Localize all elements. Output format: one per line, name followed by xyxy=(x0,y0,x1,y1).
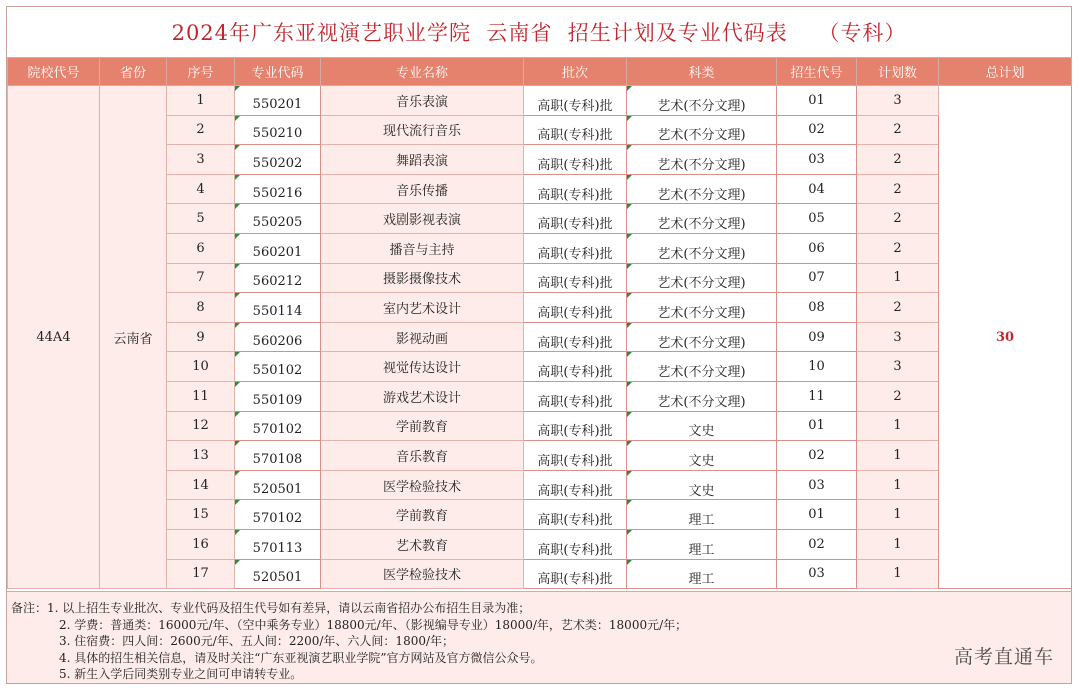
seq-cell xyxy=(167,411,235,441)
major-code-cell xyxy=(235,145,321,175)
major-name-cell-text: 视觉传达设计 xyxy=(382,361,461,377)
major-name-cell xyxy=(321,470,524,500)
major-code-cell-text: 550202 xyxy=(252,155,303,171)
batch-cell-text: 高职(专科)批 xyxy=(537,365,613,381)
major-code-cell xyxy=(235,500,321,530)
major-code-cell xyxy=(235,381,321,411)
batch-cell-text: 高职(专科)批 xyxy=(537,217,613,233)
plan-count-cell xyxy=(857,411,939,441)
category-cell-text: 艺术(不分文理) xyxy=(657,157,746,173)
seq-cell xyxy=(167,559,235,589)
table-row xyxy=(8,263,1072,293)
batch-cell-text: 高职(专科)批 xyxy=(537,453,613,469)
seq-cell xyxy=(167,441,235,471)
category-cell xyxy=(627,411,777,441)
category-cell-text: 文史 xyxy=(688,424,715,440)
watermark-text: 高考直通车 xyxy=(953,646,1054,668)
seq-cell xyxy=(167,500,235,530)
batch-cell-text: 高职(专科)批 xyxy=(537,246,613,262)
major-name-cell-text: 医学检验技术 xyxy=(382,568,461,584)
batch-cell-text: 高职(专科)批 xyxy=(537,424,613,440)
category-cell xyxy=(627,529,777,559)
seq-cell-text: 1 xyxy=(196,92,205,108)
table-row xyxy=(8,86,1072,116)
table-row xyxy=(8,411,1072,441)
category-cell-text: 艺术(不分文理) xyxy=(657,394,746,410)
header-province: 省份 xyxy=(100,58,167,86)
school-code-cell-text: 44A4 xyxy=(36,329,71,345)
enroll-code-cell-text: 04 xyxy=(808,181,825,197)
province-cell xyxy=(100,86,167,589)
batch-cell xyxy=(524,529,627,559)
major-name-cell xyxy=(321,352,524,382)
header-major-name: 专业名称 xyxy=(321,58,524,86)
plan-count-cell xyxy=(857,174,939,204)
header-category: 科类 xyxy=(627,58,777,86)
page-title: 2024年广东亚视演艺职业学院 云南省 招生计划及专业代码表 （专科） xyxy=(7,7,1071,58)
category-cell xyxy=(627,174,777,204)
plan-count-cell xyxy=(857,529,939,559)
enroll-code-cell xyxy=(777,529,857,559)
enroll-code-cell xyxy=(777,174,857,204)
table-row xyxy=(8,233,1072,263)
batch-cell xyxy=(524,322,627,352)
total-plan-cell xyxy=(939,86,1072,589)
batch-cell xyxy=(524,470,627,500)
table-row xyxy=(8,204,1072,234)
batch-cell xyxy=(524,559,627,589)
category-cell-text: 理工 xyxy=(688,513,715,529)
major-name-cell-text: 游戏艺术设计 xyxy=(382,390,461,406)
plan-count-cell-text: 2 xyxy=(893,240,902,256)
table-row xyxy=(8,174,1072,204)
major-code-cell-text: 570102 xyxy=(252,422,303,438)
table-row xyxy=(8,381,1072,411)
major-name-cell-text: 摄影摄像技术 xyxy=(382,272,461,288)
school-code-cell xyxy=(8,86,100,589)
major-name-cell xyxy=(321,500,524,530)
enroll-code-cell xyxy=(777,263,857,293)
header-batch: 批次 xyxy=(524,58,627,86)
enroll-code-cell xyxy=(777,559,857,589)
enroll-code-cell xyxy=(777,233,857,263)
batch-cell-text: 高职(专科)批 xyxy=(537,542,613,558)
category-cell-text: 艺术(不分文理) xyxy=(657,305,746,321)
batch-cell xyxy=(524,441,627,471)
plan-count-cell-text: 2 xyxy=(893,181,902,197)
plan-count-cell xyxy=(857,441,939,471)
category-cell-text: 文史 xyxy=(688,483,715,499)
seq-cell xyxy=(167,233,235,263)
header-total-plan: 总计划 xyxy=(939,58,1072,86)
plan-count-cell-text: 3 xyxy=(893,359,902,375)
seq-cell xyxy=(167,322,235,352)
plan-count-cell-text: 1 xyxy=(893,418,902,434)
enroll-code-cell-text: 03 xyxy=(808,477,825,493)
major-code-cell xyxy=(235,115,321,145)
plan-count-cell-text: 2 xyxy=(893,122,902,138)
enroll-code-cell-text: 02 xyxy=(808,447,825,463)
province-cell-text: 云南省 xyxy=(113,331,153,347)
seq-cell xyxy=(167,263,235,293)
batch-cell-text: 高职(专科)批 xyxy=(537,128,613,144)
category-cell xyxy=(627,470,777,500)
major-name-cell xyxy=(321,233,524,263)
seq-cell-text: 14 xyxy=(192,477,209,493)
table-row xyxy=(8,441,1072,471)
enroll-code-cell-text: 01 xyxy=(808,418,825,434)
seq-cell-text: 17 xyxy=(192,566,209,582)
table-row xyxy=(8,352,1072,382)
plan-count-cell xyxy=(857,322,939,352)
seq-cell xyxy=(167,86,235,116)
header-school-code: 院校代号 xyxy=(8,58,100,86)
seq-cell xyxy=(167,145,235,175)
category-cell-text: 文史 xyxy=(688,453,715,469)
seq-cell-text: 9 xyxy=(196,329,205,345)
major-name-cell xyxy=(321,441,524,471)
plan-count-cell-text: 1 xyxy=(893,447,902,463)
major-code-cell xyxy=(235,174,321,204)
major-name-cell xyxy=(321,174,524,204)
enroll-code-cell-text: 01 xyxy=(808,92,825,108)
major-code-cell-text: 570113 xyxy=(252,540,303,556)
enroll-code-cell-text: 09 xyxy=(808,329,825,345)
major-code-cell-text: 550216 xyxy=(252,185,303,201)
major-code-cell xyxy=(235,559,321,589)
major-name-cell xyxy=(321,529,524,559)
major-code-cell xyxy=(235,233,321,263)
major-name-cell-text: 现代流行音乐 xyxy=(382,124,461,140)
major-code-cell xyxy=(235,529,321,559)
seq-cell xyxy=(167,381,235,411)
enroll-code-cell xyxy=(777,352,857,382)
batch-cell xyxy=(524,411,627,441)
category-cell-text: 艺术(不分文理) xyxy=(657,335,746,351)
batch-cell xyxy=(524,204,627,234)
category-cell-text: 艺术(不分文理) xyxy=(657,187,746,203)
major-code-cell-text: 550114 xyxy=(252,303,303,319)
plan-count-cell-text: 1 xyxy=(893,507,902,523)
plan-count-cell-text: 1 xyxy=(893,566,902,582)
batch-cell xyxy=(524,381,627,411)
major-name-cell xyxy=(321,115,524,145)
table-row xyxy=(8,470,1072,500)
note-line: 2. 学费：普通类：16000元/年、（空中乘务专业）18800元/年、（影视编导专业）18000/年，艺术类：18000元/年； xyxy=(59,617,688,632)
major-code-cell-text: 560206 xyxy=(252,333,303,349)
batch-cell-text: 高职(专科)批 xyxy=(537,394,613,410)
major-code-cell-text: 560201 xyxy=(252,244,303,260)
major-name-cell xyxy=(321,411,524,441)
category-cell xyxy=(627,145,777,175)
table-row xyxy=(8,559,1072,589)
notes-section xyxy=(7,591,1071,683)
major-name-cell-text: 室内艺术设计 xyxy=(382,301,461,317)
plan-count-cell-text: 2 xyxy=(893,388,902,404)
plan-count-cell-text: 2 xyxy=(893,151,902,167)
major-name-cell xyxy=(321,322,524,352)
major-name-cell-text: 学前教育 xyxy=(395,420,448,436)
enroll-code-cell xyxy=(777,470,857,500)
total-plan-cell-text: 30 xyxy=(995,329,1015,345)
category-cell xyxy=(627,293,777,323)
major-code-cell xyxy=(235,293,321,323)
header-seq: 序号 xyxy=(167,58,235,86)
seq-cell-text: 8 xyxy=(196,299,205,315)
major-name-cell xyxy=(321,145,524,175)
seq-cell-text: 2 xyxy=(196,122,205,138)
batch-cell-text: 高职(专科)批 xyxy=(537,187,613,203)
category-cell xyxy=(627,352,777,382)
category-cell xyxy=(627,381,777,411)
batch-cell xyxy=(524,115,627,145)
major-name-cell-text: 戏剧影视表演 xyxy=(382,213,461,229)
plan-sheet xyxy=(6,6,1072,684)
category-cell xyxy=(627,204,777,234)
enroll-code-cell-text: 11 xyxy=(808,388,825,404)
enroll-code-cell-text: 01 xyxy=(808,507,825,523)
plan-count-cell-text: 2 xyxy=(893,299,902,315)
major-code-cell xyxy=(235,263,321,293)
seq-cell xyxy=(167,204,235,234)
plan-count-cell xyxy=(857,500,939,530)
enroll-code-cell-text: 02 xyxy=(808,122,825,138)
table-row xyxy=(8,529,1072,559)
major-name-cell-text: 舞蹈表演 xyxy=(395,153,448,169)
seq-cell-text: 4 xyxy=(196,181,205,197)
major-code-cell xyxy=(235,470,321,500)
batch-cell-text: 高职(专科)批 xyxy=(537,572,613,588)
major-name-cell xyxy=(321,381,524,411)
plan-count-cell xyxy=(857,233,939,263)
major-code-cell-text: 550102 xyxy=(252,363,303,379)
category-cell xyxy=(627,441,777,471)
enroll-code-cell-text: 03 xyxy=(808,151,825,167)
header-enroll-code: 招生代号 xyxy=(777,58,857,86)
enroll-code-cell xyxy=(777,86,857,116)
enrollment-plan-table xyxy=(7,57,1072,589)
seq-cell xyxy=(167,470,235,500)
major-name-cell xyxy=(321,204,524,234)
major-name-cell-text: 艺术教育 xyxy=(395,538,448,554)
major-name-cell-text: 影视动画 xyxy=(395,331,448,347)
note-line: 3. 住宿费：四人间：2600元/年、五人间：2200/年、六人间：1800/年； xyxy=(59,634,455,648)
enroll-code-cell xyxy=(777,441,857,471)
table-header-row xyxy=(8,58,1072,86)
seq-cell-text: 10 xyxy=(192,359,209,375)
enroll-code-cell-text: 06 xyxy=(808,240,825,256)
plan-count-cell xyxy=(857,381,939,411)
batch-cell-text: 高职(专科)批 xyxy=(537,305,613,321)
plan-count-cell-text: 3 xyxy=(893,329,902,345)
major-name-cell xyxy=(321,86,524,116)
seq-cell-text: 12 xyxy=(192,418,209,434)
seq-cell xyxy=(167,115,235,145)
major-code-cell xyxy=(235,411,321,441)
note-line: 4. 具体的招生相关信息，请及时关注“广东亚视演艺职业学院”官方网站及官方微信公众号。 xyxy=(59,650,543,665)
major-name-cell-text: 音乐教育 xyxy=(395,449,448,465)
plan-count-cell xyxy=(857,145,939,175)
enroll-code-cell xyxy=(777,204,857,234)
major-code-cell xyxy=(235,352,321,382)
major-code-cell xyxy=(235,441,321,471)
batch-cell xyxy=(524,233,627,263)
seq-cell-text: 3 xyxy=(196,151,205,167)
category-cell-text: 艺术(不分文理) xyxy=(657,365,746,381)
batch-cell-text: 高职(专科)批 xyxy=(537,98,613,114)
table-row xyxy=(8,500,1072,530)
plan-count-cell xyxy=(857,86,939,116)
plan-count-cell xyxy=(857,204,939,234)
seq-cell xyxy=(167,529,235,559)
enroll-code-cell-text: 02 xyxy=(808,536,825,552)
category-cell xyxy=(627,115,777,145)
enroll-code-cell-text: 05 xyxy=(808,211,825,227)
major-code-cell-text: 520501 xyxy=(252,481,303,497)
category-cell-text: 理工 xyxy=(688,572,715,588)
plan-count-cell xyxy=(857,352,939,382)
table-row xyxy=(8,322,1072,352)
plan-count-cell xyxy=(857,115,939,145)
plan-count-cell xyxy=(857,293,939,323)
batch-cell xyxy=(524,293,627,323)
category-cell-text: 艺术(不分文理) xyxy=(657,128,746,144)
major-code-cell-text: 550201 xyxy=(252,96,303,112)
major-name-cell xyxy=(321,263,524,293)
major-name-cell-text: 音乐表演 xyxy=(395,94,448,110)
seq-cell-text: 7 xyxy=(196,270,205,286)
major-name-cell xyxy=(321,559,524,589)
batch-cell xyxy=(524,263,627,293)
major-code-cell xyxy=(235,86,321,116)
category-cell-text: 艺术(不分文理) xyxy=(657,276,746,292)
enroll-code-cell-text: 03 xyxy=(808,566,825,582)
category-cell xyxy=(627,322,777,352)
batch-cell xyxy=(524,500,627,530)
note-line: 备注：1. 以上招生专业批次、专业代码及招生代号如有差异，请以云南省招办公布招生目录为准； xyxy=(11,601,531,615)
category-cell-text: 理工 xyxy=(688,542,715,558)
category-cell xyxy=(627,263,777,293)
plan-count-cell xyxy=(857,559,939,589)
enroll-code-cell-text: 08 xyxy=(808,299,825,315)
batch-cell-text: 高职(专科)批 xyxy=(537,483,613,499)
header-plan-count: 计划数 xyxy=(857,58,939,86)
major-code-cell-text: 550109 xyxy=(252,392,303,408)
category-cell xyxy=(627,233,777,263)
batch-cell-text: 高职(专科)批 xyxy=(537,513,613,529)
major-code-cell-text: 560212 xyxy=(252,274,303,290)
seq-cell-text: 6 xyxy=(196,240,205,256)
enroll-code-cell xyxy=(777,293,857,323)
plan-count-cell xyxy=(857,263,939,293)
enroll-code-cell xyxy=(777,115,857,145)
enroll-code-cell xyxy=(777,500,857,530)
batch-cell xyxy=(524,86,627,116)
seq-cell-text: 16 xyxy=(192,536,209,552)
major-name-cell-text: 医学检验技术 xyxy=(382,479,461,495)
plan-count-cell-text: 1 xyxy=(893,536,902,552)
seq-cell-text: 5 xyxy=(196,211,205,227)
category-cell xyxy=(627,559,777,589)
plan-count-cell-text: 1 xyxy=(893,477,902,493)
category-cell-text: 艺术(不分文理) xyxy=(657,98,746,114)
enroll-code-cell xyxy=(777,322,857,352)
batch-cell xyxy=(524,352,627,382)
batch-cell-text: 高职(专科)批 xyxy=(537,276,613,292)
seq-cell-text: 13 xyxy=(192,447,209,463)
plan-count-cell-text: 1 xyxy=(893,270,902,286)
major-code-cell-text: 520501 xyxy=(252,570,303,586)
seq-cell xyxy=(167,293,235,323)
major-name-cell-text: 学前教育 xyxy=(395,509,448,525)
enroll-code-cell xyxy=(777,381,857,411)
seq-cell xyxy=(167,174,235,204)
batch-cell xyxy=(524,145,627,175)
enroll-code-cell-text: 10 xyxy=(808,359,825,375)
major-name-cell xyxy=(321,293,524,323)
category-cell-text: 艺术(不分文理) xyxy=(657,217,746,233)
batch-cell xyxy=(524,174,627,204)
category-cell xyxy=(627,86,777,116)
enroll-code-cell xyxy=(777,411,857,441)
table-body xyxy=(8,86,1072,589)
header-major-code: 专业代码 xyxy=(235,58,321,86)
category-cell xyxy=(627,500,777,530)
batch-cell-text: 高职(专科)批 xyxy=(537,157,613,173)
note-line: 5. 新生入学后同类别专业之间可申请转专业。 xyxy=(59,667,303,681)
major-name-cell-text: 音乐传播 xyxy=(395,183,448,199)
table-row xyxy=(8,293,1072,323)
major-code-cell-text: 570102 xyxy=(252,511,303,527)
plan-count-cell-text: 3 xyxy=(893,92,902,108)
enroll-code-cell xyxy=(777,145,857,175)
major-code-cell xyxy=(235,204,321,234)
major-code-cell-text: 570108 xyxy=(252,451,303,467)
batch-cell-text: 高职(专科)批 xyxy=(537,335,613,351)
plan-count-cell-text: 2 xyxy=(893,211,902,227)
category-cell-text: 艺术(不分文理) xyxy=(657,246,746,262)
major-code-cell-text: 550210 xyxy=(252,126,303,142)
major-code-cell-text: 550205 xyxy=(252,215,303,231)
enroll-code-cell-text: 07 xyxy=(808,270,825,286)
plan-count-cell xyxy=(857,470,939,500)
table-row xyxy=(8,145,1072,175)
major-name-cell-text: 播音与主持 xyxy=(389,242,455,258)
major-code-cell xyxy=(235,322,321,352)
seq-cell-text: 11 xyxy=(192,388,209,404)
table-row xyxy=(8,115,1072,145)
seq-cell-text: 15 xyxy=(192,507,209,523)
seq-cell xyxy=(167,352,235,382)
